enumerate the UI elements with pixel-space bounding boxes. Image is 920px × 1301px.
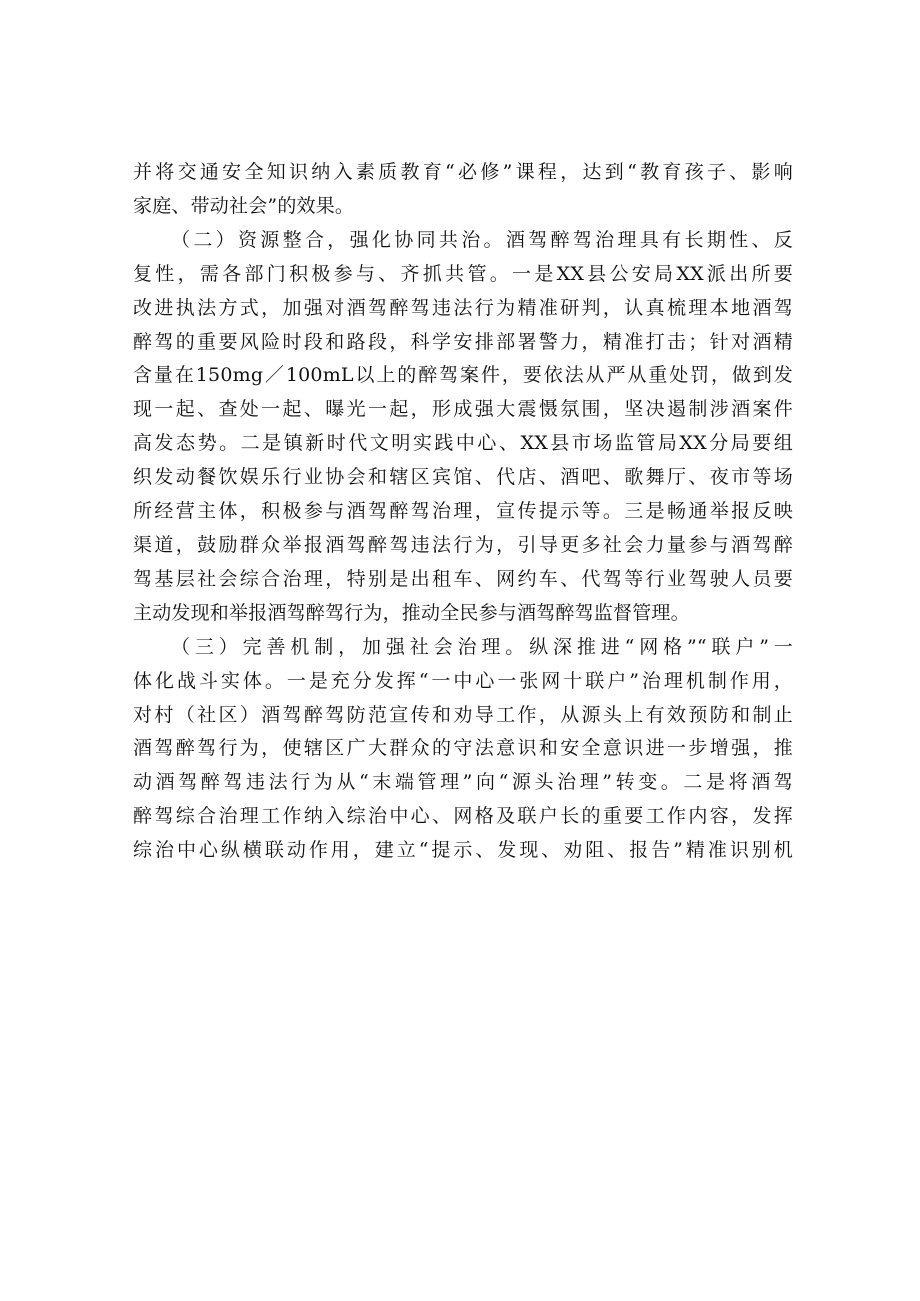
text-line: 家庭、带动社会”的效果。 [133, 194, 355, 217]
text-line: 酒驾醉驾行为，使辖区广大群众的守法意识和安全意识进一步增强，推 [133, 737, 793, 760]
text-line: 改进执法方式，加强对酒驾醉驾违法行为精准研判，认真梳理本地酒驾 [133, 296, 793, 319]
text-line: 综治中心纵横联动作用，建立“提示、发现、劝阻、报告”精准识别机 [133, 839, 793, 862]
text-line: 渠道，鼓励群众举报酒驾醉驾违法行为，引导更多社会力量参与酒驾醉 [133, 533, 793, 556]
text-line: 动酒驾醉驾违法行为从“末端管理”向“源头治理”转变。二是将酒驾 [133, 771, 793, 794]
text-line: 对村（社区）酒驾醉驾防范宣传和劝导工作，从源头上有效预防和制止 [133, 703, 793, 726]
paragraph-education [133, 156, 793, 224]
text-line: 现一起、查处一起、曝光一起，形成强大震慑氛围，坚决遏制涉酒案件 [133, 398, 793, 421]
paragraph-resource-integration [133, 224, 793, 631]
text-line: 高发态势。二是镇新时代文明实践中心、XX县市场监管局XX分局要组 [133, 432, 793, 455]
text-line: 所经营主体，积极参与酒驾醉驾治理，宣传提示等。三是畅通举报反映 [133, 500, 793, 523]
text-line: 含量在150mg／100mL以上的醉驾案件，要依法从严从重处罚，做到发 [133, 364, 793, 387]
text-line: 主动发现和举报酒驾醉驾行为，推动全民参与酒驾醉驾监督管理。 [133, 601, 690, 624]
section-heading-line: （三）完善机制，加强社会治理。纵深推进“网格”“联户”一 [171, 635, 793, 658]
text-line: 体化战斗实体。一是充分发挥“一中心一张网十联户”治理机制作用， [133, 669, 793, 692]
text-line: 并将交通安全知识纳入素质教育“必修”课程，达到“教育孩子、影响 [133, 161, 793, 183]
text-line: 驾基层社会综合治理，特别是出租车、网约车、代驾等行业驾驶人员要 [133, 567, 793, 590]
text-line: 复性，需各部门积极参与、齐抓共管。一是XX县公安局XX派出所要 [133, 262, 793, 285]
paragraph-mechanism [133, 631, 793, 868]
document-body [133, 156, 793, 868]
text-line: 醉驾的重要风险时段和路段，科学安排部署警力，精准打击；针对酒精 [133, 330, 793, 353]
section-heading-line: （二）资源整合，强化协同共治。酒驾醉驾治理具有长期性、反 [171, 228, 793, 251]
text-line: 织发动餐饮娱乐行业协会和辖区宾馆、代店、酒吧、歌舞厅、夜市等场 [133, 466, 793, 489]
text-line: 醉驾综合治理工作纳入综治中心、网格及联户长的重要工作内容，发挥 [133, 805, 793, 828]
